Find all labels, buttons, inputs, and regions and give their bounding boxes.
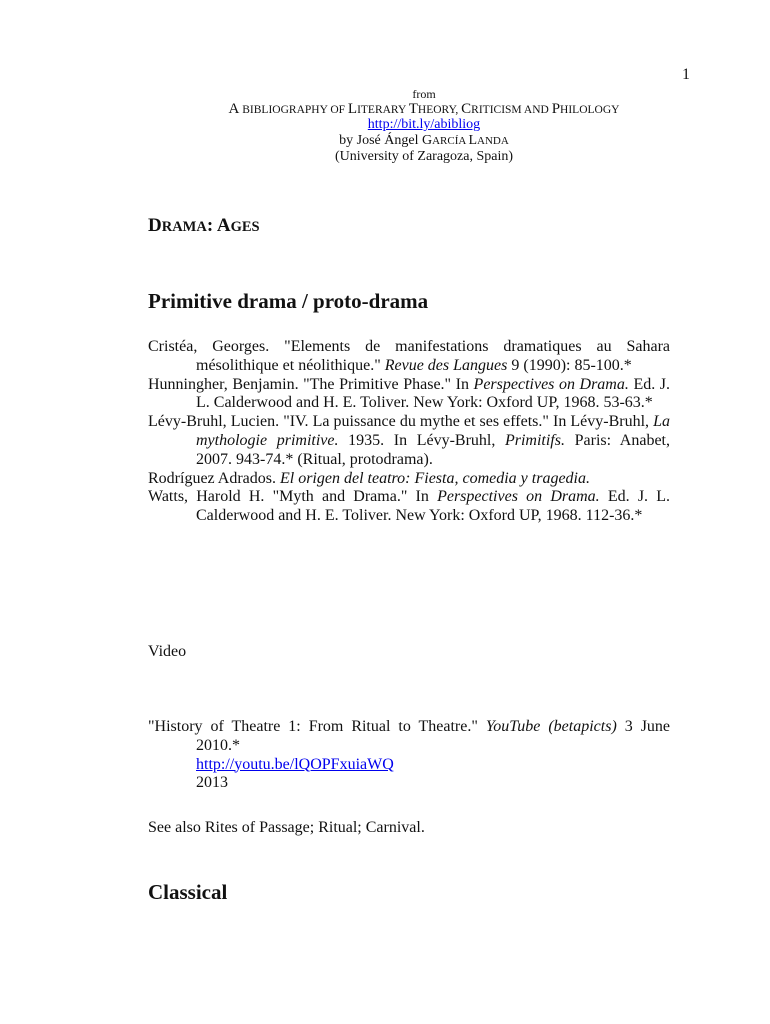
bibliography-entry: Lévy-Bruhl, Lucien. "IV. La puissance du mythe et ses effets." In Lévy-Bruhl, La mythologie primitive. 1935. In Lévy-Bruhl, Primitifs. Paris: Anabet, 2007. 943-74.* (Ritual, protodrama). [148,413,670,468]
title-cap: L [347,101,358,117]
entry-title-italic: La mythologie primitive. [196,413,670,449]
bibliography-entry: Cristéa, Georges. "Elements de manifestations dramatiques au Sahara mésolithique et néolithique." Revue des Langues 9 (1990): 85-100.* [148,338,670,374]
title-cap: P [551,101,561,117]
entry-title-italic: Revue des Langues [384,356,508,374]
entry-list [148,338,670,526]
heading-sep: : [206,215,217,236]
title-cap: A [228,101,240,117]
entry-title-italic: El origen del teatro: Fiesta, comedia y tragedia. [279,469,590,487]
see-also-note: See also Rites of Passage; Ritual; Carnival. [148,819,425,836]
author-cap: G [421,133,433,148]
header-from: from [412,87,436,101]
entry-link[interactable]: http://youtu.be/lQOPFxuiaWQ [196,755,394,773]
video-entry-list [148,718,670,793]
entry-title-italic: Perspectives on Drama. [437,488,600,506]
page-title [148,215,260,237]
title-smallcaps: HEORY, [417,104,462,116]
bibliography-link[interactable]: http://bit.ly/abibliog [367,117,481,132]
section-heading-primitive: Primitive drama / proto-drama [148,289,429,313]
author-smallcaps: ANDA [477,135,509,147]
heading-cap: A [216,215,231,236]
author-cap: L [468,133,478,148]
section-heading-classical: Classical [148,880,228,904]
author-smallcaps: ARCÍA [432,135,469,147]
bibliography-entry: Hunningher, Benjamin. "The Primitive Phase." In Perspectives on Drama. Ed. J. L. Calderwood and H. E. Toliver. New York: Oxford UP, 1968. 53-63.* [148,375,671,412]
bibliography-title [0,101,770,118]
heading-smallcaps: RAMA [161,219,207,235]
affiliation: (University of Zaragoza, Spain) [334,149,514,164]
title-cap: C [461,101,472,117]
title-smallcaps: HILOLOGY [560,104,620,116]
author-prefix: by José Ángel [339,133,422,148]
heading-smallcaps: GES [230,219,260,235]
author-line [0,133,770,149]
page-number: 1 [682,66,690,83]
title-smallcaps: BIBLIOGRAPHY OF [239,104,348,116]
entry-title-italic: Primitifs. [504,431,565,449]
title-smallcaps: RITICISM AND [471,104,552,116]
title-smallcaps: ITERARY [357,104,409,116]
bibliography-entry: Rodríguez Adrados. El origen del teatro: Fiesta, comedia y tragedia. [148,469,590,487]
bibliography-entry: "History of Theatre 1: From Ritual to Theatre." YouTube (betapicts) 3 June 2010.* http://youtu.be/lQOPFxuiaWQ 2013 [148,718,671,792]
entry-title-italic: Perspectives on Drama. [473,375,629,393]
title-cap: T [408,101,418,117]
entry-title-italic: YouTube (betapicts) [485,718,617,735]
heading-cap: D [148,215,162,236]
video-subheading: Video [148,643,187,660]
bibliography-entry: Watts, Harold H. "Myth and Drama." In Perspectives on Drama. Ed. J. L. Calderwood and H. E. Toliver. New York: Oxford UP, 1968. 112-36.* [148,488,671,525]
